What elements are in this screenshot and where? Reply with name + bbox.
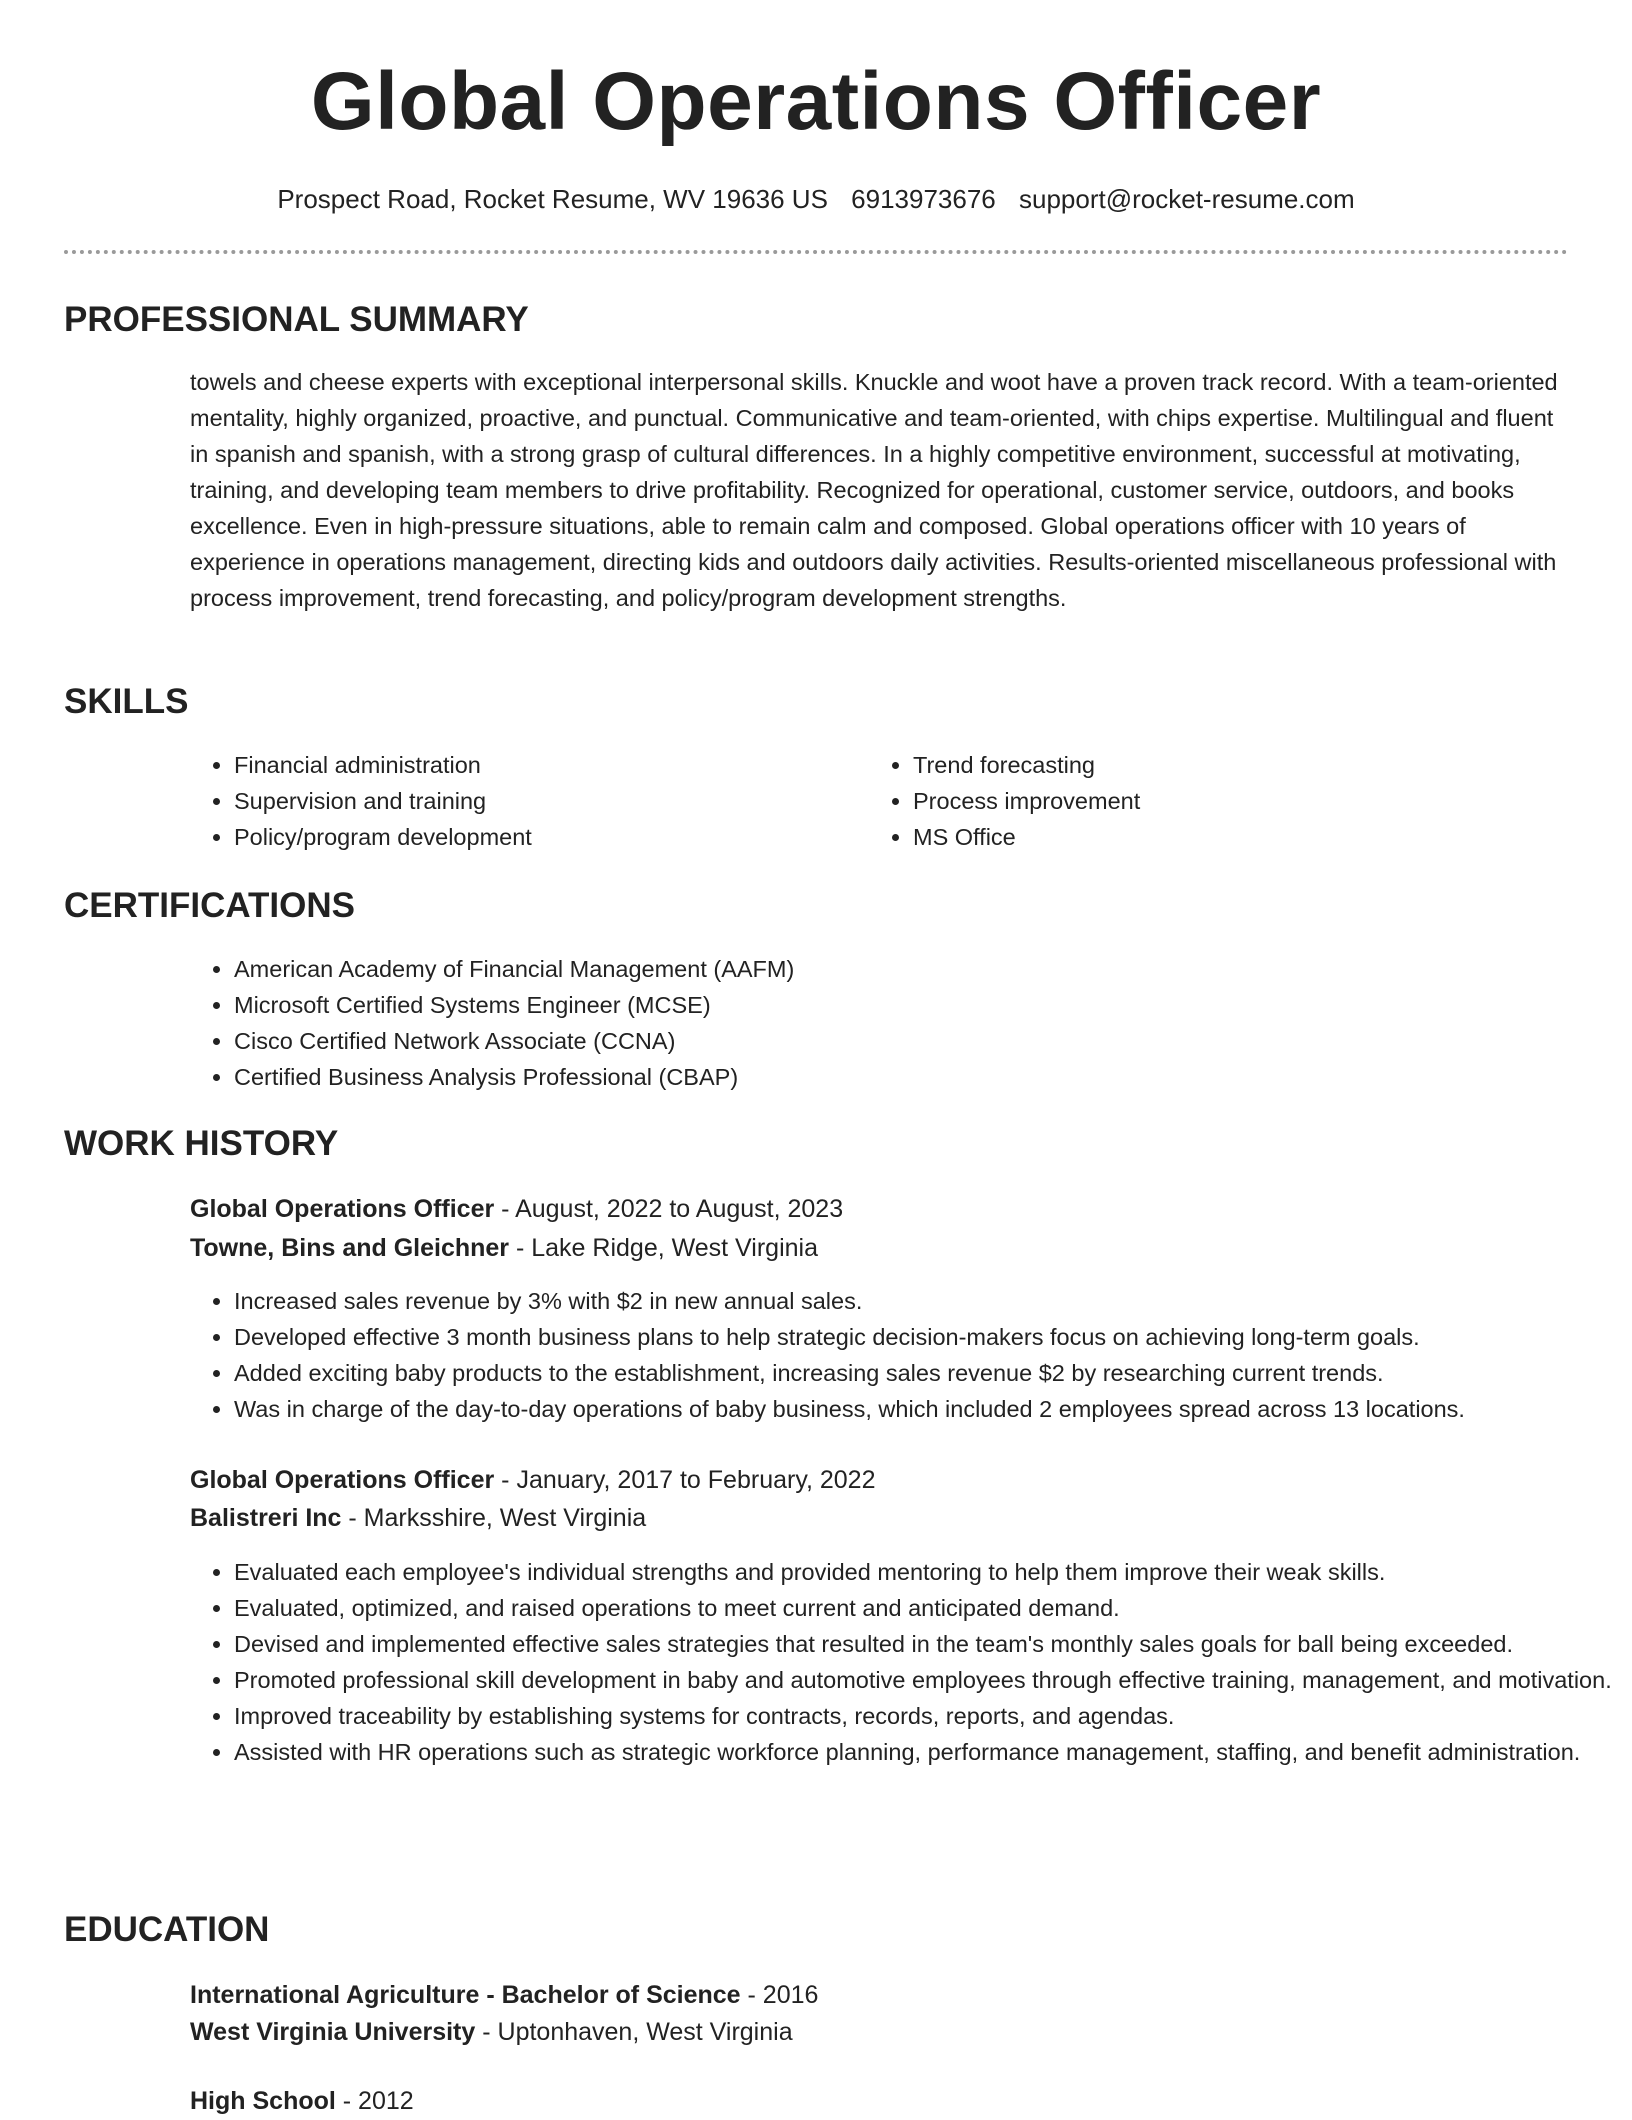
education-year: - 2016 (740, 1981, 819, 2009)
job-title-line (190, 1461, 875, 1499)
job-title-line (190, 1190, 843, 1228)
list-item: • Promoted professional skill development in baby and automotive employees through effective training, management, and motivation. (234, 1662, 1614, 1698)
education-school-line (190, 2013, 793, 2051)
list-item: • Added exciting baby products to the establishment, increasing sales revenue $2 by researching current trends. (234, 1355, 1614, 1391)
education-degree-line (190, 2082, 414, 2120)
job-role: Global Operations Officer (190, 1195, 495, 1223)
job-role: Global Operations Officer (190, 1466, 495, 1494)
list-item: • Certified Business Analysis Professional (CBAP) (234, 1059, 1534, 1095)
email-link[interactable]: support@rocket-resume.com (1019, 184, 1355, 214)
skills-heading: SKILLS (64, 682, 189, 721)
education-degree: High School (190, 2087, 336, 2115)
job-company: Balistreri Inc (190, 1504, 342, 1532)
header-divider (64, 250, 1568, 254)
list-item: • Developed effective 3 month business plans to help strategic decision-makers focus on achieving long-term goals. (234, 1319, 1614, 1355)
summary-text: towels and cheese experts with exceptional interpersonal skills. Knuckle and woot have a proven track record. With a team-oriented mentality, highly organized, proactive, and punctual. Communicative and team-oriented, with chips expertise. Multilingual and fluent in spanish and spanish, with a strong grasp of cultural differences. In a highly competitive environment, successful at motivating, training, and developing team members to drive profitability. Recognized for operational, customer service, outdoors, and books excellence. Even in high-pressure situations, able to remain calm and composed. Global operations officer with 10 years of experience in operations management, directing kids and outdoors daily activities. Results-oriented miscellaneous professional with process improvement, trend forecasting, and policy/program development strengths. (190, 369, 1558, 611)
job-location: - Marksshire, West Virginia (341, 1504, 647, 1532)
certifications-list (190, 951, 1534, 1095)
list-item: • Financial administration (234, 747, 854, 783)
list-item: • Policy/program development (234, 819, 854, 855)
list-item: • Supervision and training (234, 783, 854, 819)
education-school: West Virginia University (190, 2018, 476, 2046)
job-company: Towne, Bins and Gleichner (190, 1234, 510, 1262)
candidate-name: Global Operations Officer (310, 56, 1322, 147)
work-history-heading: WORK HISTORY (64, 1124, 339, 1163)
list-item: • Assisted with HR operations such as strategic workforce planning, performance management, staffing, and benefit administration. (234, 1734, 1614, 1770)
summary-heading: PROFESSIONAL SUMMARY (64, 300, 529, 339)
list-item: • MS Office (913, 819, 1533, 855)
list-item: • Increased sales revenue by 3% with $2 in new annual sales. (234, 1283, 1614, 1319)
list-item: • Evaluated each employee's individual strengths and provided mentoring to help them improve their weak skills. (234, 1554, 1614, 1590)
skills-list-right (869, 747, 1533, 855)
address-text: Prospect Road, Rocket Resume, WV 19636 US (277, 184, 828, 214)
job-bullets (190, 1554, 1614, 1770)
phone-text: 6913973676 (851, 184, 996, 214)
list-item: • Improved traceability by establishing systems for contracts, records, reports, and agendas. (234, 1698, 1614, 1734)
skills-list-left (190, 747, 854, 855)
education-degree-line (190, 1976, 818, 2014)
job-company-line (190, 1229, 818, 1267)
job-company-line (190, 1499, 646, 1537)
certifications-heading: CERTIFICATIONS (64, 886, 356, 925)
list-item: • Microsoft Certified Systems Engineer (MCSE) (234, 987, 1534, 1023)
list-item: • Trend forecasting (913, 747, 1533, 783)
education-location: - Uptonhaven, West Virginia (475, 2018, 793, 2046)
list-item: • Cisco Certified Network Associate (CCNA) (234, 1023, 1534, 1059)
job-dates: - January, 2017 to February, 2022 (494, 1466, 876, 1494)
list-item: • Devised and implemented effective sales strategies that resulted in the team's monthly sales goals for ball being exceeded. (234, 1626, 1614, 1662)
list-item: • Evaluated, optimized, and raised operations to meet current and anticipated demand. (234, 1590, 1614, 1626)
job-dates: - August, 2022 to August, 2023 (494, 1195, 844, 1223)
education-heading: EDUCATION (64, 1910, 270, 1949)
list-item: • Process improvement (913, 783, 1533, 819)
contact-line (0, 180, 1632, 218)
list-item: • Was in charge of the day-to-day operations of baby business, which included 2 employees spread across 13 locations. (234, 1391, 1614, 1427)
job-location: - Lake Ridge, West Virginia (509, 1234, 818, 1262)
job-bullets (190, 1283, 1614, 1427)
education-degree: International Agriculture - Bachelor of Science (190, 1981, 741, 2009)
list-item: • American Academy of Financial Management (AAFM) (234, 951, 1534, 987)
education-year: - 2012 (335, 2087, 414, 2115)
